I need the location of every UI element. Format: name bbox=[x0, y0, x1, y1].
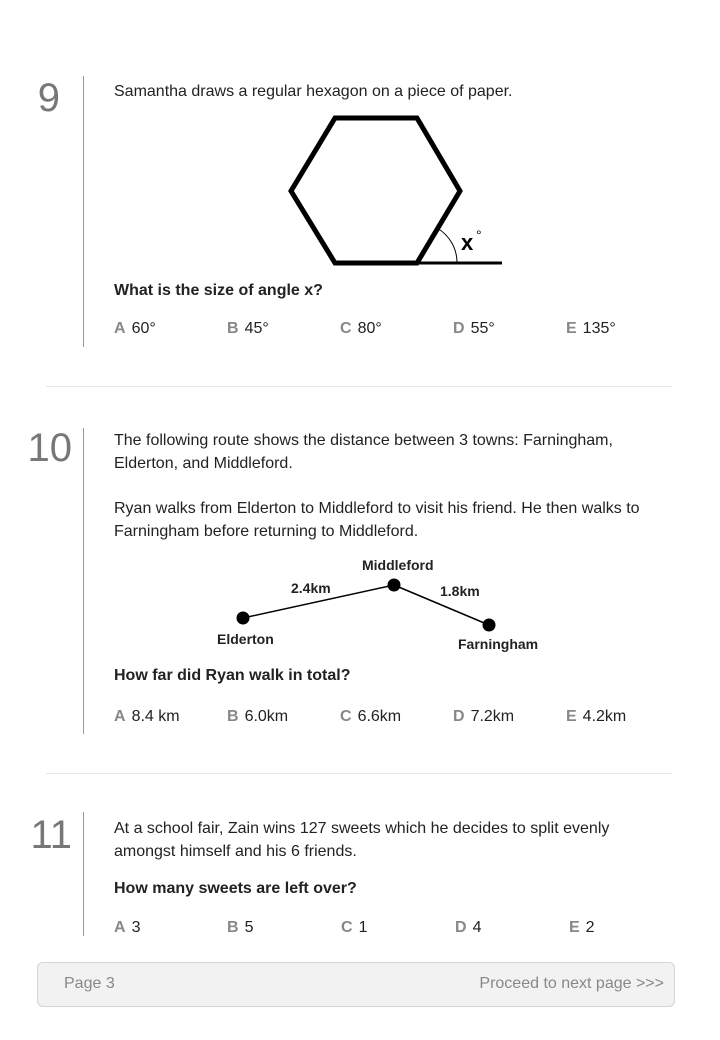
option-letter: B bbox=[227, 320, 239, 337]
question-text: The following route shows the distance between 3 towns: Farningham, Elderton, and Middleford. bbox=[114, 432, 613, 472]
question-text: Ryan walks from Elderton to Middleford to visit his friend. He then walks to Farningham before returning to Middleford. bbox=[114, 500, 640, 540]
option-letter: E bbox=[566, 320, 577, 337]
option-e[interactable] bbox=[569, 919, 595, 937]
question-text: At a school fair, Zain wins 127 sweets which he decides to split evenly amongst himself and his 6 friends. bbox=[114, 820, 610, 860]
option-value: 4 bbox=[472, 919, 482, 936]
option-value: 8.4 km bbox=[131, 708, 180, 725]
town-label-farningham: Farningham bbox=[458, 636, 539, 652]
option-value: 6.6km bbox=[357, 708, 402, 725]
option-value: 80° bbox=[357, 320, 382, 337]
section-divider bbox=[46, 386, 672, 387]
proceed-next-page-link[interactable]: Proceed to next page >>> bbox=[479, 975, 664, 992]
option-a[interactable] bbox=[114, 320, 156, 338]
option-value: 2 bbox=[585, 919, 595, 936]
degree-symbol: ° bbox=[476, 227, 482, 243]
question-ask: How many sweets are left over? bbox=[114, 880, 357, 897]
town-label-elderton: Elderton bbox=[217, 631, 274, 647]
option-value: 6.0km bbox=[244, 708, 289, 725]
option-e[interactable] bbox=[566, 320, 616, 338]
option-value: 4.2km bbox=[582, 708, 627, 725]
option-value: 7.2km bbox=[470, 708, 515, 725]
question-rule bbox=[83, 812, 84, 936]
option-letter: D bbox=[453, 320, 465, 337]
option-value: 55° bbox=[470, 320, 495, 337]
option-letter: E bbox=[569, 919, 580, 936]
option-e[interactable] bbox=[566, 708, 626, 726]
option-letter: C bbox=[340, 708, 352, 725]
hexagon-shape bbox=[291, 118, 460, 263]
option-d[interactable] bbox=[453, 708, 514, 726]
elderton-point bbox=[237, 612, 250, 625]
option-value: 45° bbox=[244, 320, 269, 337]
option-b[interactable] bbox=[227, 320, 269, 338]
angle-label: x bbox=[461, 230, 474, 255]
option-value: 5 bbox=[244, 919, 254, 936]
option-letter: D bbox=[453, 708, 465, 725]
question-rule bbox=[83, 76, 84, 347]
option-c[interactable] bbox=[341, 919, 367, 937]
middleford-point bbox=[388, 579, 401, 592]
option-c[interactable] bbox=[340, 708, 401, 726]
option-d[interactable] bbox=[453, 320, 495, 338]
option-b[interactable] bbox=[227, 708, 288, 726]
option-value: 1 bbox=[358, 919, 368, 936]
page-number: Page 3 bbox=[64, 975, 115, 992]
distance-label-elderton-middleford: 2.4km bbox=[291, 580, 331, 596]
option-letter: A bbox=[114, 708, 126, 725]
hexagon-diagram bbox=[280, 108, 520, 278]
page-footer bbox=[37, 962, 675, 1007]
option-letter: C bbox=[340, 320, 352, 337]
question-rule bbox=[83, 428, 84, 734]
question-ask: How far did Ryan walk in total? bbox=[114, 667, 351, 684]
option-value: 3 bbox=[131, 919, 141, 936]
option-letter: B bbox=[227, 708, 239, 725]
option-a[interactable] bbox=[114, 708, 180, 726]
option-d[interactable] bbox=[455, 919, 481, 937]
option-b[interactable] bbox=[227, 919, 253, 937]
angle-arc bbox=[437, 228, 457, 263]
question-number: 9 bbox=[37, 76, 60, 120]
farningham-point bbox=[483, 619, 496, 632]
option-letter: A bbox=[114, 919, 126, 936]
option-c[interactable] bbox=[340, 320, 382, 338]
option-value: 60° bbox=[131, 320, 156, 337]
option-value: 135° bbox=[582, 320, 616, 337]
town-label-middleford: Middleford bbox=[362, 557, 434, 573]
option-letter: A bbox=[114, 320, 126, 337]
route-map-diagram bbox=[200, 552, 540, 662]
option-letter: B bbox=[227, 919, 239, 936]
question-ask: What is the size of angle x? bbox=[114, 282, 323, 299]
section-divider bbox=[46, 773, 672, 774]
distance-label-middleford-farningham: 1.8km bbox=[440, 583, 480, 599]
option-letter: E bbox=[566, 708, 577, 725]
question-number: 11 bbox=[30, 813, 72, 857]
question-text: Samantha draws a regular hexagon on a piece of paper. bbox=[114, 83, 513, 100]
option-letter: D bbox=[455, 919, 467, 936]
option-a[interactable] bbox=[114, 919, 140, 937]
option-letter: C bbox=[341, 919, 353, 936]
question-number: 10 bbox=[27, 426, 72, 470]
